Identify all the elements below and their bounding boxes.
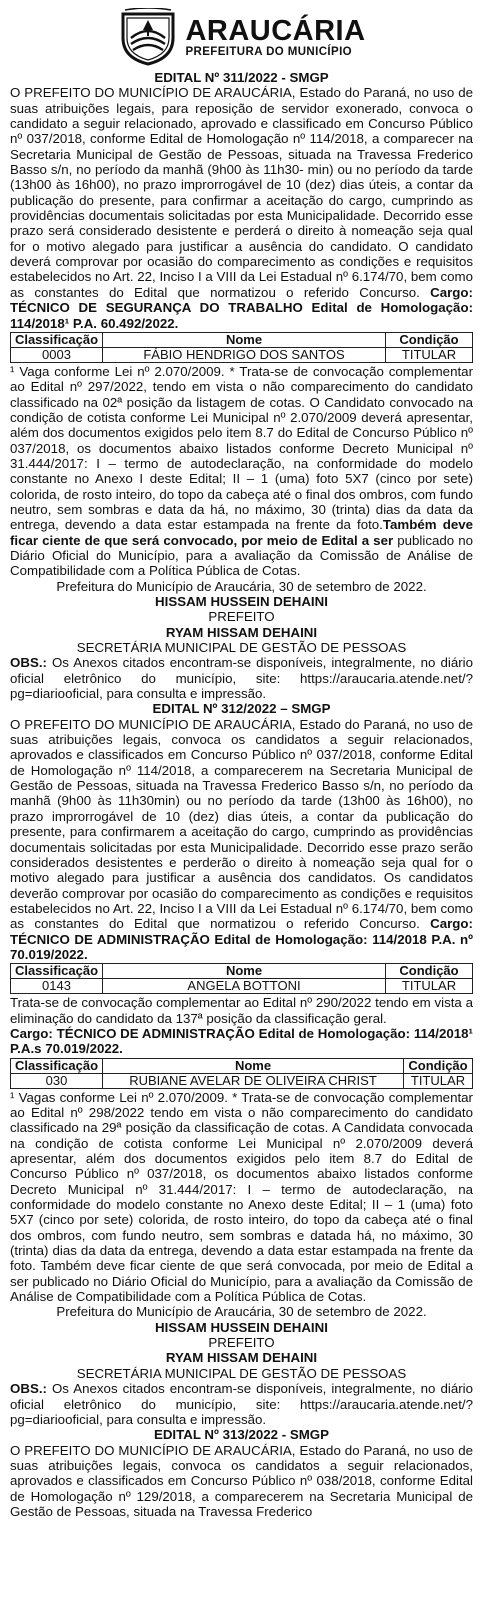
brand-subtitle: PREFEITURA DO MUNICÍPIO xyxy=(185,45,353,58)
edital-311-note: ¹ Vaga conforme Lei nº 2.070/2009. * Trata-se de convocação complementar ao Edital nº 297/2022, tendo em vista o não comparecimento do candidato classificado na 02ª posição da listagem de cotas. O Candidato convocado na condição de cotista conforme Lei Municipal nº 2.070/2009 deverá apresentar, além dos documentos exigidos pelo item 8.7 do Edital de Concurso Público nº 037/2018, os documentos abaixo listados conforme Decreto Municipal nº 31.444/2017: I – termo de autodeclaração, na conformidade do modelo constante no Anexo I deste Edital; II – 1 (uma) foto 5X7 (cinco por sete) colorida, de rosto inteiro, do topo da cabeça até o final dos ombros, com fundo neutro, sem sombras e data da há, no máximo, 30 (trinta) dias da data da entrega, devendo a data estar estampada na frente da foto.Também deve ficar ciente de que será convocado, por meio de Edital a ser publicado no Diário Oficial do Município, para a avaliação da Comissão de Análise de Compatibilidade com a Política Pública de Cotas. xyxy=(10,363,474,579)
edital-312-note: ¹ Vagas conforme Lei nº 2.070/2009. * Trata-se de convocação complementar ao Edital nº 298/2022 tendo em vista o não comparecimento do candidato classificado na 29ª posição da classificação de cotas. A Candidata convocada na condição de cotista conforme Lei Municipal nº 2.070/2009 deverá apresentar, além dos documentos exigidos pelo item 8.7 do Edital de Concurso Público nº 037/2018, os documentos abaixo listados conforme Decreto Municipal nº 31.444/2017: I – termo de autodeclaração, na conformidade do modelo constante no Anexo deste Edital; II – 1 (uma) foto 5X7 (cinco por sete) colorida, de rosto inteiro, do topo da cabeça até o final dos ombros, com fundo neutro, sem sombras e datada há, no máximo, 30 (trinta) dias da data da entrega, devendo a data estar estampada na frente da foto. Também deve ficar ciente de que será convocada, por meio de Edital a ser publicado no Diário Oficial do Município, para a avaliação da Comissão de Análise de Compatibilidade com a Política Pública de Cotas. xyxy=(10,1089,473,1305)
table-header-row xyxy=(11,1058,473,1073)
edital-313-body: O PREFEITO DO MUNICÍPIO DE ARAUCÁRIA, Estado do Paraná, no uso de suas atribuições legais, convoca os candidatos a seguir relacionados, aprovados e classificados em Concurso Público nº 038/2018, conforme Edital de Homologação nº 129/2018, a comparecerem na Secretaria Municipal de Gestão de Pessoas, situada na Travessa Frederico xyxy=(10,1442,473,1519)
table-header-row xyxy=(11,964,473,979)
column-header: Nome xyxy=(103,964,386,979)
table-cell: TITULAR xyxy=(404,1073,473,1088)
edital-312-cargo-1: Cargo: TÉCNICO DE ADMINISTRAÇÃO Edital de Homologação: 114/2018 P.A. nº 70.019/2022. xyxy=(10,916,473,962)
column-header: Condição xyxy=(386,332,473,347)
edital-311-date: Prefeitura do Município de Araucária, 30 de setembro de 2022. xyxy=(56,578,427,594)
column-header: Classificação xyxy=(11,964,103,979)
column-header: Classificação xyxy=(11,1058,103,1073)
column-header: Nome xyxy=(103,332,386,347)
edital-311-signer1-name: HISSAM HUSSEIN DEHAINI xyxy=(155,594,328,609)
araucaria-crest-icon xyxy=(117,8,179,66)
brand-name: ARAUCÁRIA xyxy=(185,14,366,47)
edital-312-table-1 xyxy=(10,963,473,994)
edital-311-signer2-name: RYAM HISSAM DEHAINI xyxy=(165,624,318,640)
edital-312-cargo-2: Cargo: TÉCNICO DE ADMINISTRAÇÃO Edital de Homologação: 114/2018¹ P.A.s 70.019/2022. xyxy=(10,1025,473,1057)
column-header: Classificação xyxy=(11,332,103,347)
table-row xyxy=(11,979,473,994)
edital-312-signer1-name: HISSAM HUSSEIN DEHAINI xyxy=(155,1319,328,1335)
table-cell: ANGELA BOTTONI xyxy=(103,979,386,994)
table-cell: 030 xyxy=(11,1073,103,1088)
table-cell: RUBIANE AVELAR DE OLIVEIRA CHRIST xyxy=(103,1073,404,1088)
table-header-row xyxy=(11,332,473,347)
edital-312-title: EDITAL Nº 312/2022 – SMGP xyxy=(152,701,331,717)
table-row xyxy=(11,1073,473,1088)
table-cell: TITULAR xyxy=(386,347,473,362)
edital-311-note-bold: Também deve ficar ciente de que será convocado, por meio de Edital a ser xyxy=(10,517,474,548)
brand-block xyxy=(185,14,366,58)
column-header: Nome xyxy=(103,1058,404,1073)
masthead xyxy=(10,6,473,68)
edital-312-signer1-role: PREFEITO xyxy=(208,1335,275,1351)
edital-311-body: O PREFEITO DO MUNICÍPIO DE ARAUCÁRIA, Estado do Paraná, no uso de suas atribuições legais, para reposição de servidor exonerado, convoca o candidato a seguir relacionado, aprovado e classificado em Concurso Público nº 037/2018, conforme Edital de Homologação nº 114/2018, a comparecer na Secretaria Municipal de Gestão de Pessoas, situada na Travessa Frederico Basso s/n, no período da manhã (9h00 às 11h30- min) ou no período da tarde (13h00 às 16h00), no prazo improrrogável de 10 (dez) dias úteis, a contar da publicação do presente, para confirmar a aceitação do cargo, cumprindo as providências documentais solicitadas por esta Municipalidade. Decorrido esse prazo será considerado desistente e perderá o direito à nomeação seja qual for o motivo alegado para justificar a ausência do candidato. O candidato deverá comprovar por ocasião do comparecimento as condições e requisitos estabelecidos no Art. 22, Inciso I a VIII da Lei Estadual nº 6.174/70, bem como as constantes do Edital que normatizou o referido Concurso. Cargo: TÉCNICO DE SEGURANÇA DO TRABALHO Edital de Homologação: 114/2018¹ P.A. 60.492/2022. xyxy=(10,85,473,331)
edital-311-signer2-role: SECRETÁRIA MUNICIPAL DE GESTÃO DE PESSOAS xyxy=(76,640,407,656)
edital-312-date: Prefeitura do Município de Araucária, 30 de setembro de 2022. xyxy=(56,1304,427,1320)
table-cell: 0143 xyxy=(11,979,103,994)
table-row xyxy=(11,347,473,362)
column-header: Condição xyxy=(386,964,473,979)
table-cell: FÁBIO HENDRIGO DOS SANTOS xyxy=(103,347,386,362)
edital-312-signer2-role: SECRETÁRIA MUNICIPAL DE GESTÃO DE PESSOAS xyxy=(76,1365,407,1381)
edital-312-body: O PREFEITO DO MUNICÍPIO DE ARAUCÁRIA, Estado do Paraná, no uso de suas atribuições legais, convoca os candidatos a seguir relacionados, aprovados e classificados em Concurso Público nº 037/2018, conforme Edital de Homologação nº 114/2018, a comparecerem na Secretaria Municipal de Gestão de Pessoas, situada na Travessa Frederico Basso s/n, no período da manhã (9h00 às 11h30min) ou no período da tarde (13h00 às 16h00), no prazo improrrogável de 10 (dez) dias úteis, a contar da publicação do presente, para confirmarem a aceitação do cargo, cumprindo as providências documentais solicitadas por esta Municipalidade. Decorrido esse prazo serão considerados desistentes e perderão o direito à nomeação seja qual for o motivo alegado para justificar a ausência dos candidatos. Os candidatos deverão comprovar por ocasião do comparecimento as condições e requisitos estabelecidos no Art. 22, Inciso I a VIII da Lei Estadual nº 6.174/70, bem como as constantes do Edital que normatizou o referido Concurso. Cargo: TÉCNICO DE ADMINISTRAÇÃO Edital de Homologação: 114/2018 P.A. nº 70.019/2022. xyxy=(10,716,473,962)
edital-311-title: EDITAL Nº 311/2022 - SMGP xyxy=(154,70,329,85)
edital-312-mid-note: Trata-se de convocação complementar ao Edital nº 290/2022 tendo em vista a eliminação do candidato da 137ª posição da classificação geral. xyxy=(10,995,473,1026)
table-cell: TITULAR xyxy=(386,979,473,994)
edital-311-obs: OBS.: Os Anexos citados encontram-se disponíveis, integralmente, no diário oficial eletrônico do município, site: https://araucaria.atende.net/?pg=diariooficial, para consulta e impressão. xyxy=(10,655,473,702)
edital-313-title: EDITAL Nº 313/2022 - SMGP xyxy=(153,1427,330,1443)
table-cell: 0003 xyxy=(11,347,103,362)
edital-312-signer2-name: RYAM HISSAM DEHAINI xyxy=(165,1350,318,1366)
edital-311-cargo: Cargo: TÉCNICO DE SEGURANÇA DO TRABALHO Edital de Homologação: 114/2018¹ P.A. 60.492/2022. xyxy=(10,284,473,331)
edital-312-table-2 xyxy=(10,1058,473,1089)
edital-312-obs: OBS.: Os Anexos citados encontram-se disponíveis, integralmente, no diário oficial eletrônico do município, site: https://araucaria.atende.net/?pg=diariooficial, para consulta e impressão. xyxy=(10,1381,473,1427)
edital-311-signer1-role: PREFEITO xyxy=(208,609,275,625)
edital-311-table xyxy=(10,332,473,363)
column-header: Condição xyxy=(404,1058,473,1073)
